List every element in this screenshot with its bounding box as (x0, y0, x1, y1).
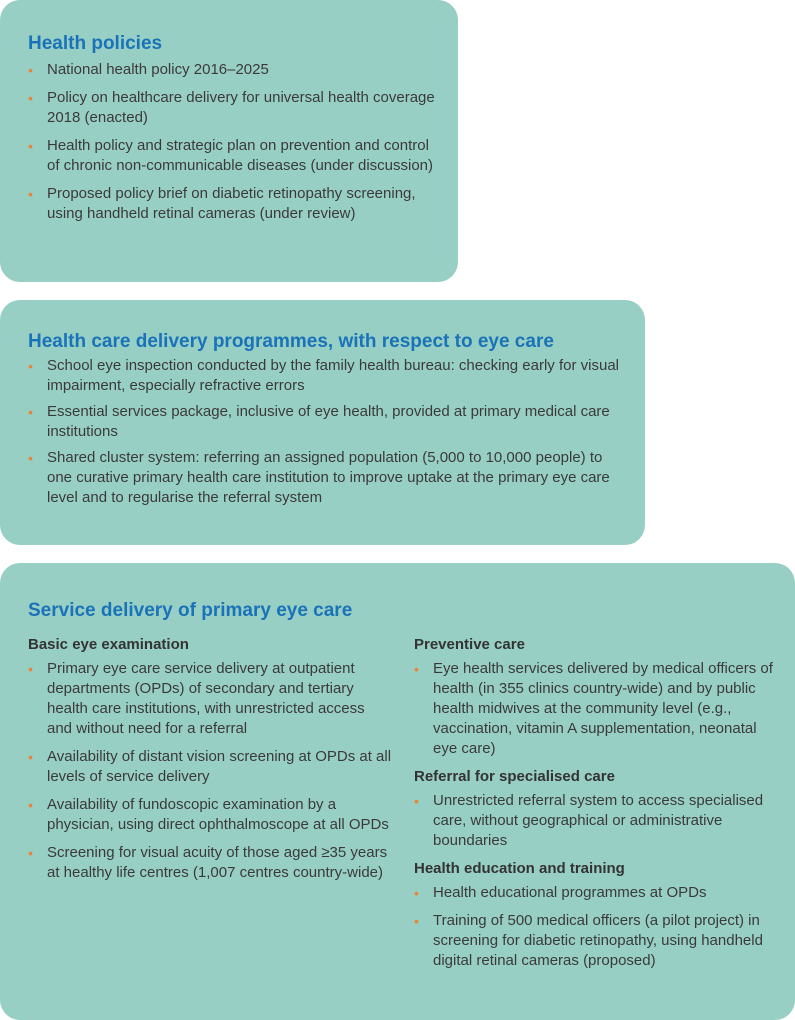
referral-list (414, 791, 779, 851)
bullet-icon: • (28, 450, 33, 466)
health-policies-title: Health policies (28, 33, 163, 54)
bullet-icon: • (28, 749, 33, 765)
service-delivery-panel (0, 563, 795, 1020)
programmes-title: Health care delivery programmes, with respect to eye care (28, 331, 554, 352)
bullet-icon: • (28, 404, 33, 420)
bullet-icon: • (414, 885, 419, 901)
education-heading: Health education and training (414, 860, 625, 877)
programmes-list (28, 356, 625, 508)
health-policies-list (28, 60, 438, 224)
bullet-icon: • (28, 845, 33, 861)
bullet-icon: • (28, 62, 33, 78)
list-item: • Eye health services delivered by medical officers of health (in 355 clinics country-wide) and by public health midwives at the community level (e.g., vaccination, vitamin A supplementation, neonatal eye care) (414, 660, 773, 757)
programmes-panel (0, 300, 645, 545)
list-item: • Training of 500 medical officers (a pilot project) in screening for diabetic retinopathy, using handheld digital retinal cameras (proposed) (414, 912, 763, 969)
service-delivery-title: Service delivery of primary eye care (28, 600, 353, 621)
list-item: • Screening for visual acuity of those aged ≥35 years at healthy life centres (1,007 centres country-wide) (28, 844, 388, 881)
preventive-heading: Preventive care (414, 636, 525, 653)
list-item: • Availability of distant vision screening at OPDs at all levels of service delivery (28, 748, 392, 785)
bullet-icon: • (28, 661, 33, 677)
list-item: • Proposed policy brief on diabetic retinopathy screening, using handheld retinal cameras (under review) (28, 185, 416, 222)
list-item: • Availability of fundoscopic examination by a physician, using direct ophthalmoscope at all OPDs (28, 796, 389, 833)
bullet-icon: • (28, 797, 33, 813)
list-item: • Primary eye care service delivery at outpatient departments (OPDs) of secondary and tertiary health care institutions, with unrestricted access and without need for a referral (28, 660, 365, 737)
preventive-list (414, 659, 779, 759)
list-item: • Unrestricted referral system to access specialised care, without geographical or administrative boundaries (414, 792, 764, 849)
bullet-icon: • (414, 661, 419, 677)
bullet-icon: • (28, 358, 33, 374)
list-item: • School eye inspection conducted by the family health bureau: checking early for visual impairment, especially refractive errors (28, 357, 619, 394)
list-item: • National health policy 2016–2025 (28, 61, 269, 78)
list-item: • Shared cluster system: referring an assigned population (5,000 to 10,000 people) to one curative primary health care institution to improve uptake at the primary eye care level and to regularise the referral system (28, 449, 610, 506)
basic-exam-heading: Basic eye examination (28, 636, 189, 653)
service-delivery-columns (28, 635, 779, 979)
list-item: • Health educational programmes at OPDs (414, 884, 707, 901)
bullet-icon: • (28, 138, 33, 154)
list-item: • Policy on healthcare delivery for universal health coverage 2018 (enacted) (28, 89, 435, 126)
basic-exam-list (28, 659, 393, 883)
education-list (414, 883, 779, 971)
right-column (414, 635, 779, 979)
list-item: • Essential services package, inclusive of eye health, provided at primary medical care institutions (28, 403, 610, 440)
health-policies-panel (0, 0, 458, 282)
bullet-icon: • (414, 793, 419, 809)
bullet-icon: • (28, 90, 33, 106)
bullet-icon: • (28, 186, 33, 202)
list-item: • Health policy and strategic plan on prevention and control of chronic non-communicable diseases (under discussion) (28, 137, 434, 174)
left-column (28, 635, 393, 979)
bullet-icon: • (414, 913, 419, 929)
referral-heading: Referral for specialised care (414, 768, 615, 785)
